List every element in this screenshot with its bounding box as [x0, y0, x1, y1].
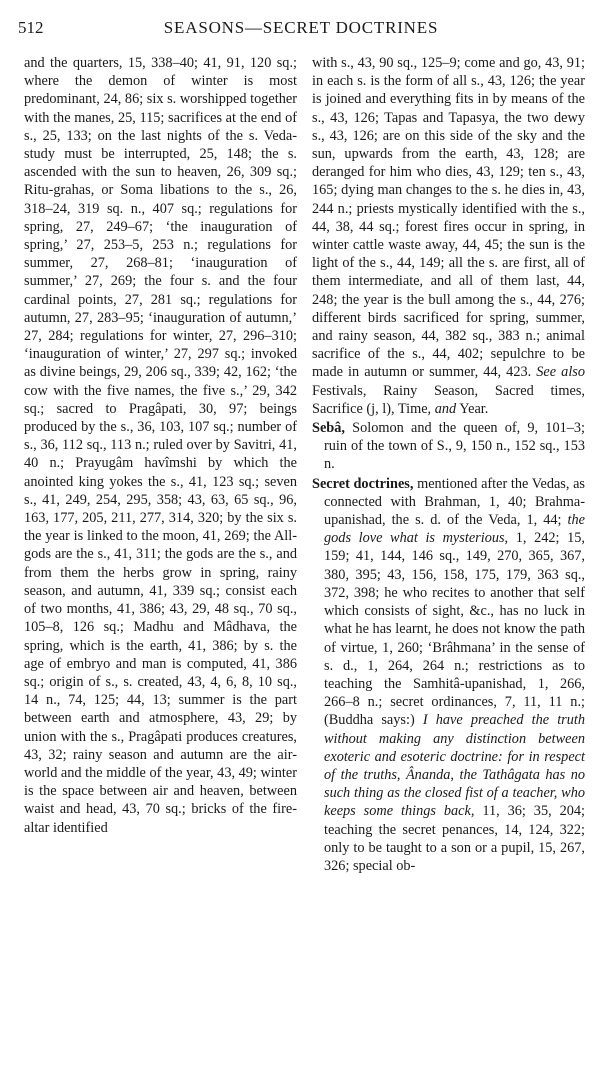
page-number: 512: [18, 18, 44, 37]
seasons-text-a: with s., 43, 90 sq., 125–9; come and go, 43, 91; in each s. is the form of all s., 43, 126; the year is joined and everything fits in by means of the s., 43, 126; Tapas and Tapasya, the two dewy s., 43, 126; are on this side of the sky and the sun, upwards from the earth, 43, 128; are deranged for him who dies, 43, 129; ten s., 43, 165; dying man changes to the s. he dies in, 43, 244 n.; priests mystically identified with the s., 44, 38, 44 sq.; forest fires occur in spring, in winter cattle waste away, 44, 45; the sun is the light of the s., 44, 149; all the s. are first, all of them intermediate, and all of them last, 44, 248; the year is the bull among the s., 44, 276; different birds sacrificed for spring, summer, and rainy season, 44, 382 sq., 383 n.; animal sacrifice of the s., 44, 402; sepulchre to be made in autumn or summer, 44, 423.: [312, 55, 585, 381]
seba-entry: [312, 419, 585, 474]
secret-doctrines-headword: Secret doctrines,: [312, 475, 414, 492]
right-column: [312, 54, 585, 875]
seasons-text-c: Year.: [459, 400, 489, 417]
see-also-label: See also: [536, 364, 585, 381]
secret-text-b: 1, 242; 15, 159; 41, 144, 146 sq., 149, 270, 365, 367, 380, 395; 43, 156, 158, 175, 179, 363 sq., 372, 398; he who recites to another that self which consists of sight, &c., has no luck in what he has learnt, he does not know the path of virtue, 1, 260; ‘Brâhmana’ in the sense of s. d., 1, 264, 264 n.; restrictions as to teaching the Samhitâ-upanishad, 1, 266, 266–8 n.; secret ordinances, 7, 11, 11 n.; (Buddha says:): [324, 530, 586, 729]
secret-doctrines-entry: [312, 475, 585, 875]
secret-text-c: 11, 36; 35, 204; teaching the secret penances, 14, 124, 322; only to be taught to a son or a pupil, 15, 267, 326; special ob-: [324, 803, 586, 874]
secret-text-a: mentioned after the Vedas, as connected with Brahman, 1, 40; Brahma-upanishad, the s. d. of the Veda, 1, 44;: [324, 475, 585, 529]
running-title: SEASONS—SECRET DOCTRINES: [163, 18, 439, 37]
seasons-text-b: Festivals, Rainy Season, Sacred times, Sacrifice (j, l), Time,: [312, 382, 585, 417]
seba-headword: Sebâ,: [312, 420, 345, 437]
buddha-quote: I have preached the truth without making any distinction between exoteric and esoteric doctrine: for in respect of the truths, Ânanda, the Tathâgata has no such thing as the closed fist of a teacher, who keeps some things back,: [324, 712, 586, 820]
secret-italic-a: the gods love what is mysterious,: [324, 512, 585, 547]
page-header: [18, 18, 584, 42]
and-word: and: [434, 400, 457, 417]
seasons-entry-end: [312, 54, 585, 418]
left-column: [24, 54, 297, 837]
seba-text: Solomon and the queen of, 9, 101–3; ruin of the town of S., 9, 150 n., 152 sq., 153 n.: [324, 420, 586, 473]
seasons-entry-continuation: and the quarters, 15, 338–40; 41, 91, 120 sq.; where the demon of winter is most predominant, 24, 86; six s. worshipped together with the manes, 25, 115; sacrifices at the end of s., 25, 133; on the last nights of the s. Veda-study must be interrupted, 25, 148; the s. ascended with the sun to heaven, 26, 309 sq.; Ritu-grahas, or Soma libations to the s., 26, 318–24, 319 sq. n., 407 sq.; regulations for spring, 27, 249–67; ‘the inauguration of spring,’ 27, 253–5, 253 n.; regulations for summer, 27, 268–81; ‘inauguration of summer,’ 27, 269; the four s. and the four cardinal points, 27, 281 sq.; regulations for autumn, 27, 283–95; ‘inauguration of autumn,’ 27, 284; regulations for winter, 27, 296–310; ‘inauguration of winter,’ 27, 297 sq.; invoked as divine beings, 29, 206 sq., 339; 42, 162; ‘the cow with the five names, the five s.,’ 29, 342 sq.; sacred to Pragâpati, 30, 97; beings produced by the s., 36, 103, 107 sq.; number of s., 36, 112 sq., 113 n.; ruled over by Savitri, 41, 40 n.; Prayugâm havîmshi by which the anointed king yokes the s., 41, 123 sq.; seven s., 41, 249, 254, 295, 358; 43, 63, 65 sq., 96, 163, 177, 205, 211, 277, 314, 320; by the six s. the year is linked to the moon, 41, 269; the All-gods are the s., 41, 311; the gods are the s., and from them the herbs grow in spring, rainy season, and autumn, 41, 339 sq.; consist each of two months, 41, 386; 43, 29, 48 sq., 70 sq., 105–8, 126 sq.; Madhu and Mâdhava, the spring, which is the earth, 41, 386; by s. the age of embryo and man is computed, 41, 386 sq.; origin of s., s. created, 43, 4, 6, 8, 10 sq., 14 n., 74, 125; 44, 13; summer is the part between earth and atmosphere, 43, 29; by union with the s., Pragâpati produces creatures, 43, 32; rainy season and autumn are the air-world and the middle of the year, 43, 49; winter is the space between air and heaven, between waist and head, 43, 70 sq.; bricks of the fire-altar identified: [24, 55, 297, 836]
